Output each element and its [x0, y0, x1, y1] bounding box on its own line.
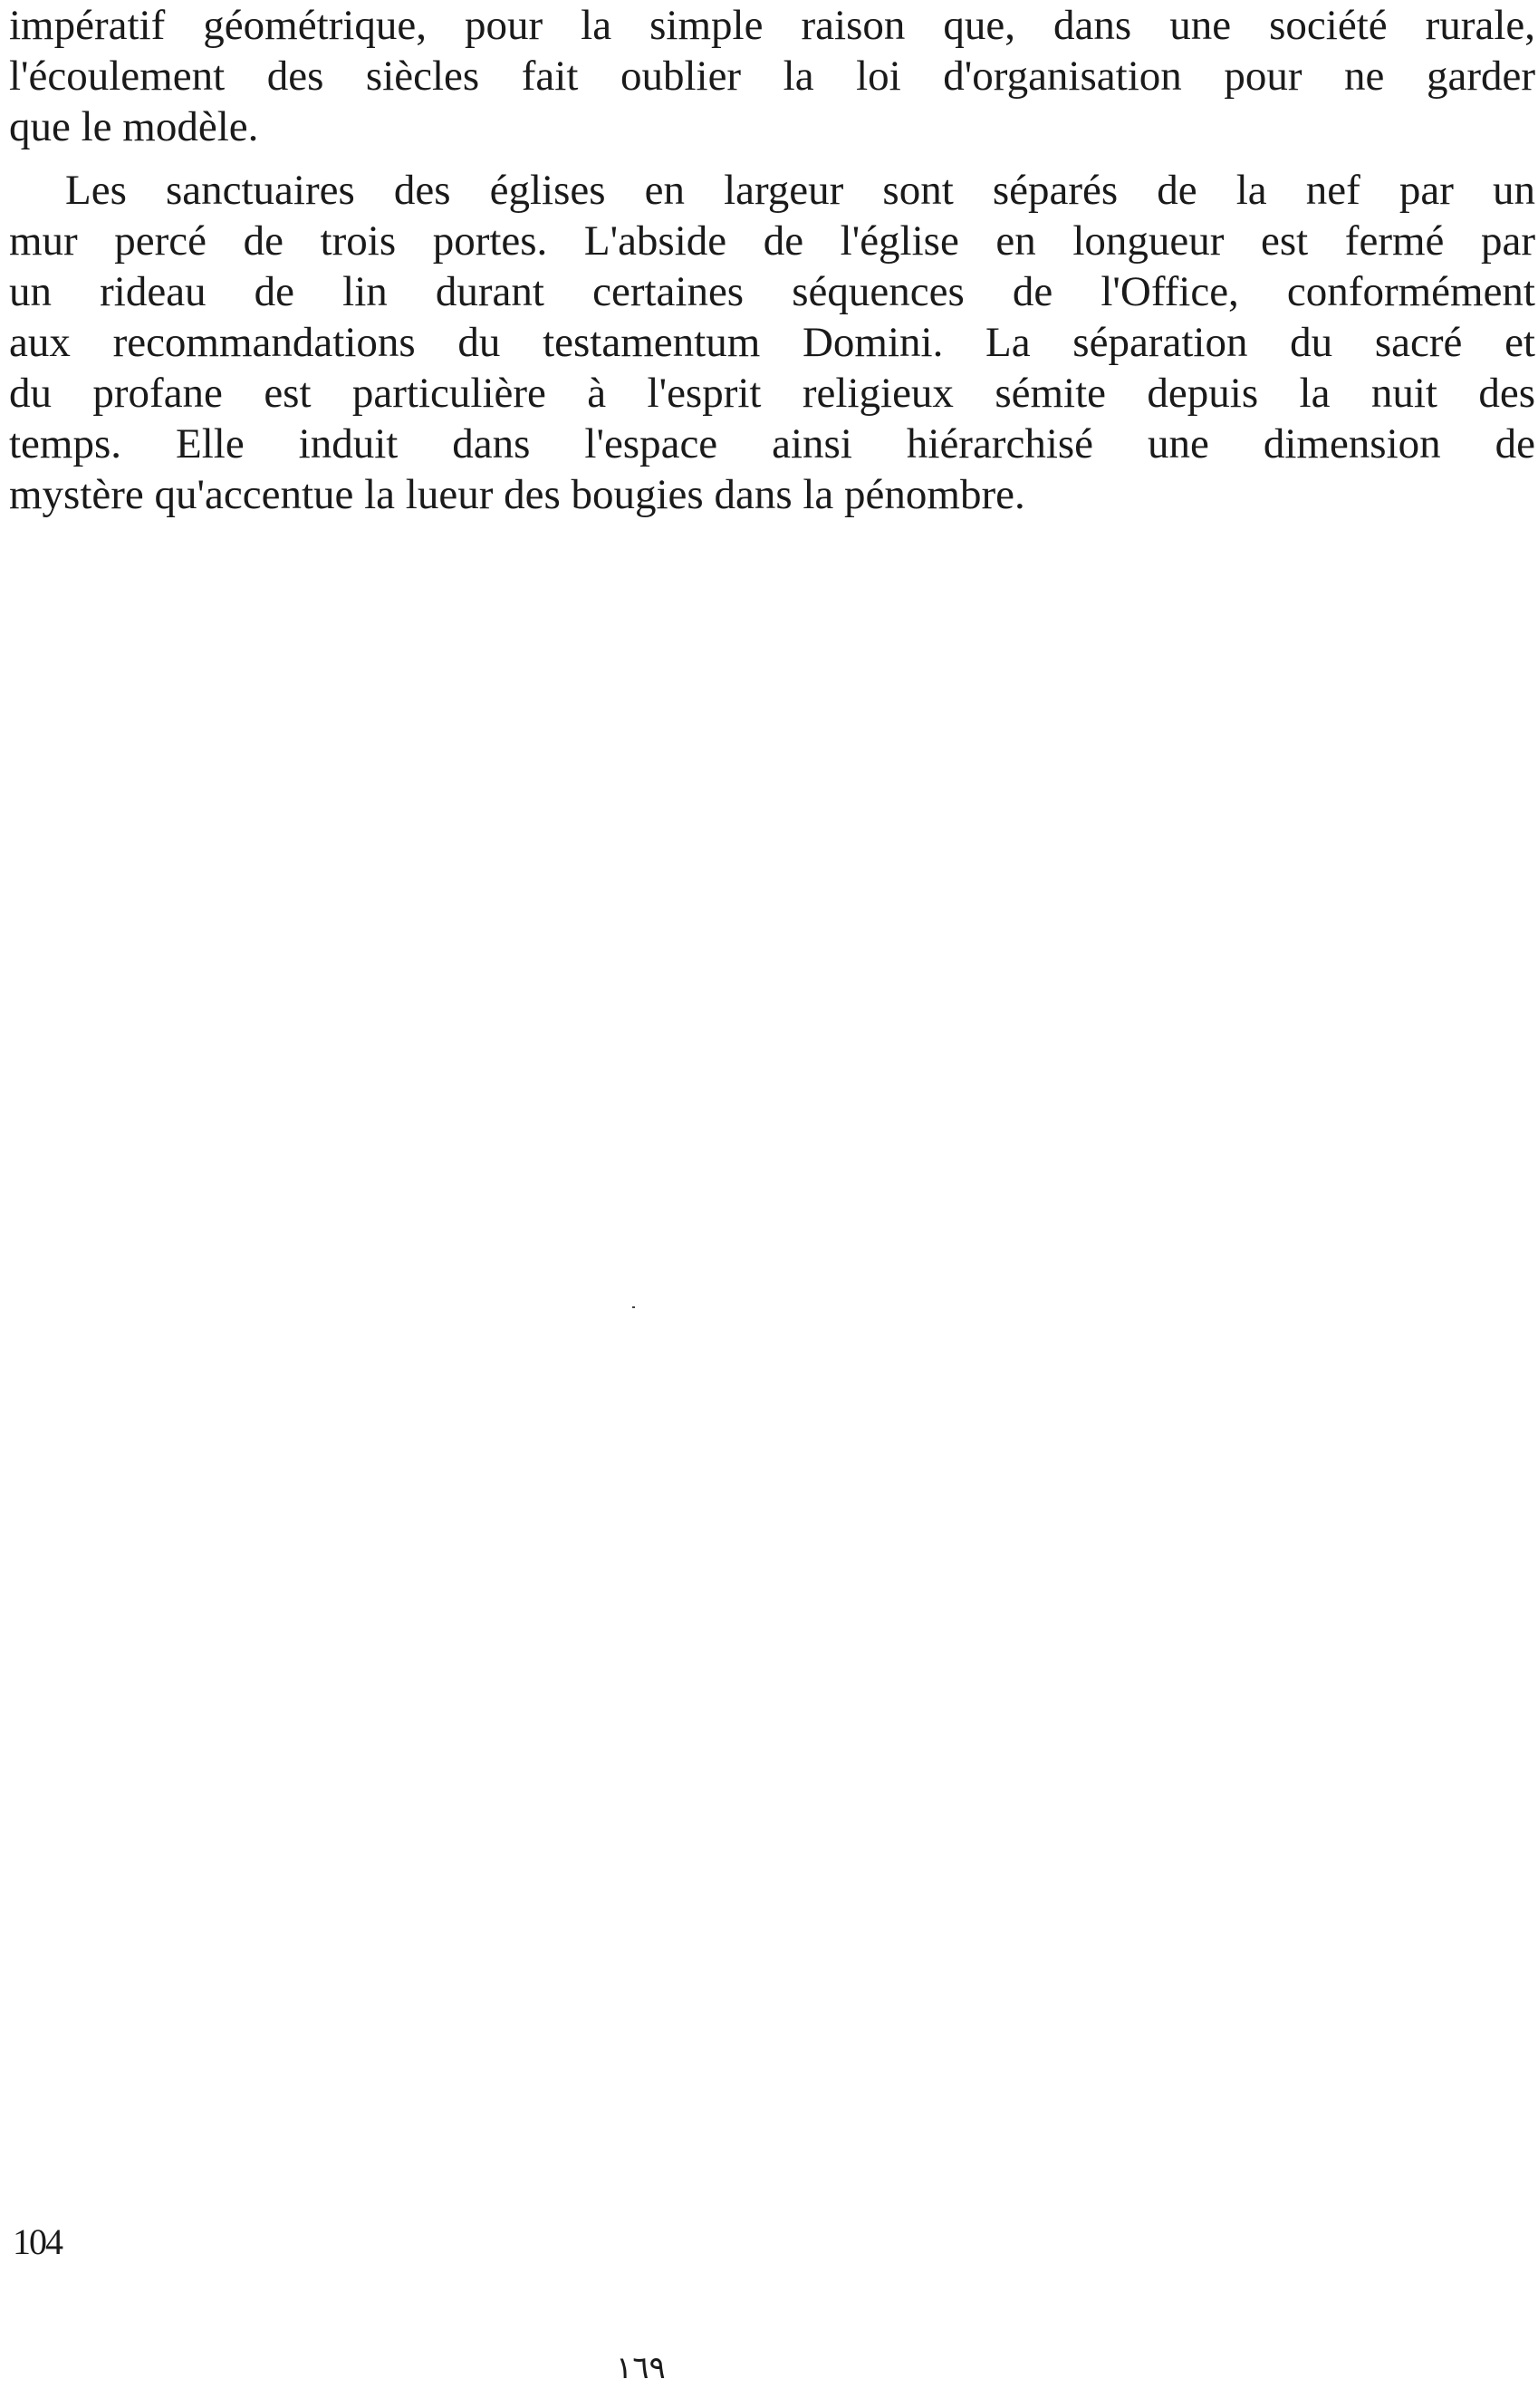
text-line: un rideau de lin durant certaines séquences de l'Office, conformément: [9, 268, 1535, 315]
arabic-page-number: ١٦٩: [616, 2350, 666, 2386]
scan-speck: [632, 1306, 635, 1308]
text-line: mur percé de trois portes. L'abside de l'église en longueur est fermé par: [9, 217, 1535, 265]
body-text: [9, 0, 1535, 520]
text-line: que le modèle.: [9, 103, 259, 150]
text-line: l'écoulement des siècles fait oublier la loi d'organisation pour ne garder: [9, 53, 1535, 100]
text-line: mystère qu'accentue la lueur des bougies dans la pénombre.: [9, 471, 1025, 518]
text-line: Les sanctuaires des églises en largeur sont séparés de la nef par un: [65, 167, 1535, 214]
paragraph-spacer: [9, 152, 1535, 165]
page-number: 104: [13, 2221, 62, 2262]
paragraph-2: [9, 165, 1535, 520]
text-line: du profane est particulière à l'esprit religieux sémite depuis la nuit des: [9, 370, 1535, 417]
paragraph-1: [9, 0, 1535, 152]
text-line: impératif géométrique, pour la simple raison que, dans une société rurale,: [9, 2, 1535, 49]
text-line: aux recommandations du testamentum Domini. La séparation du sacré et: [9, 319, 1535, 366]
text-line: temps. Elle induit dans l'espace ainsi hiérarchisé une dimension de: [9, 420, 1535, 467]
